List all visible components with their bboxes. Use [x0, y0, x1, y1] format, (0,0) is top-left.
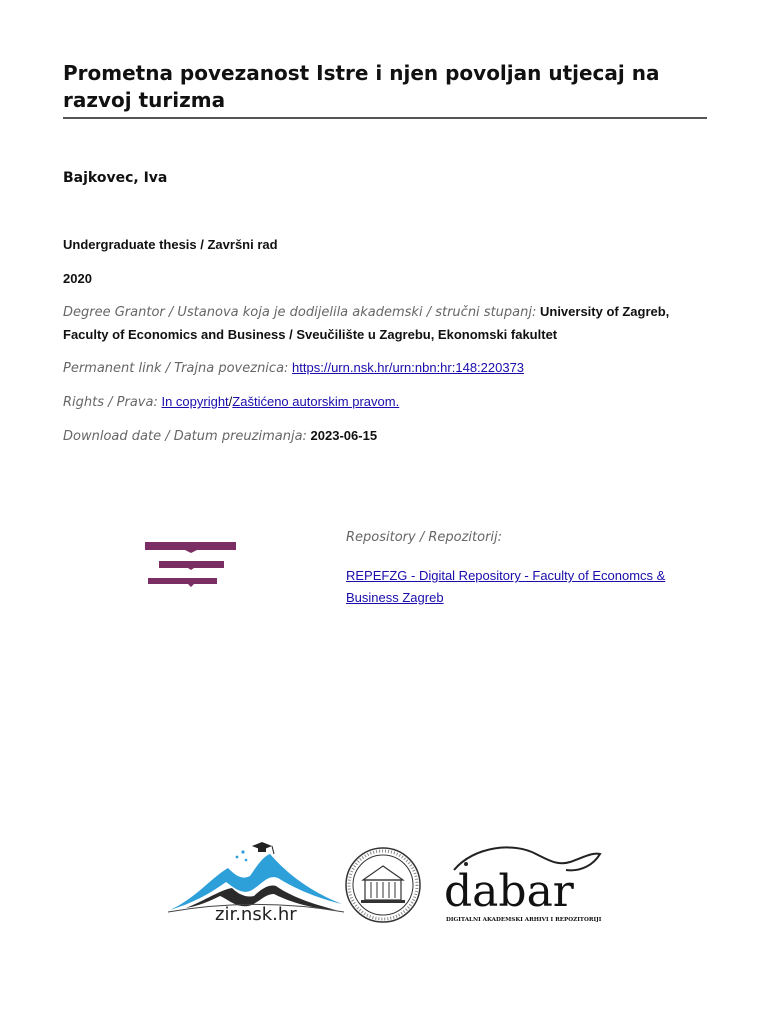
repository-label: Repository / Repozitorij:	[346, 530, 503, 545]
dabar-wordmark: dabar	[444, 866, 574, 917]
document-title: Prometna povezanost Istre i njen povoljan utjecaj na razvoj turizma	[63, 61, 660, 112]
author-name: Bajkovec, Iva	[63, 170, 168, 186]
download-date	[63, 425, 703, 448]
download-date-label: Download date / Datum preuzimanja:	[63, 429, 307, 444]
document-year: 2020	[63, 271, 92, 286]
rights-link-in-copyright[interactable]: In copyright	[161, 394, 229, 409]
permanent-link	[63, 357, 703, 380]
rights-link-zasticeno[interactable]: Zaštićeno autorskim pravom.	[232, 394, 400, 409]
rights	[63, 391, 703, 414]
permanent-link-url[interactable]: https://urn.nsk.hr/urn:nbn:hr:148:220373	[292, 360, 525, 375]
dabar-beaver-icon	[444, 840, 604, 930]
title-divider	[63, 117, 707, 119]
repository-link-text[interactable]: REPEFZG - Digital Repository - Faculty of Economcs & Business Zagreb	[346, 568, 666, 605]
degree-grantor	[63, 301, 703, 346]
document-type: Undergraduate thesis / Završni rad	[63, 237, 278, 252]
repository-link	[346, 565, 676, 609]
rights-separator: /	[228, 394, 233, 409]
efzg-logo-icon	[145, 540, 237, 594]
university-seal-icon	[343, 846, 423, 928]
zir-logo-text: zir.nsk.hr	[215, 904, 297, 925]
download-date-value: 2023-06-15	[310, 428, 378, 443]
rights-label: Rights / Prava:	[63, 395, 158, 410]
dabar-tagline: DIGITALNI AKADEMSKI ARHIVI I REPOZITORIJI	[446, 917, 602, 923]
degree-grantor-label: Degree Grantor / Ustanova koja je dodijelila akademski / stručni stupanj:	[63, 305, 537, 320]
permanent-link-label: Permanent link / Trajna poveznica:	[63, 361, 289, 376]
degree-grantor-value: University of Zagreb, Faculty of Economics and Business / Sveučilište u Zagrebu, Ekonomski fakultet	[63, 304, 670, 342]
